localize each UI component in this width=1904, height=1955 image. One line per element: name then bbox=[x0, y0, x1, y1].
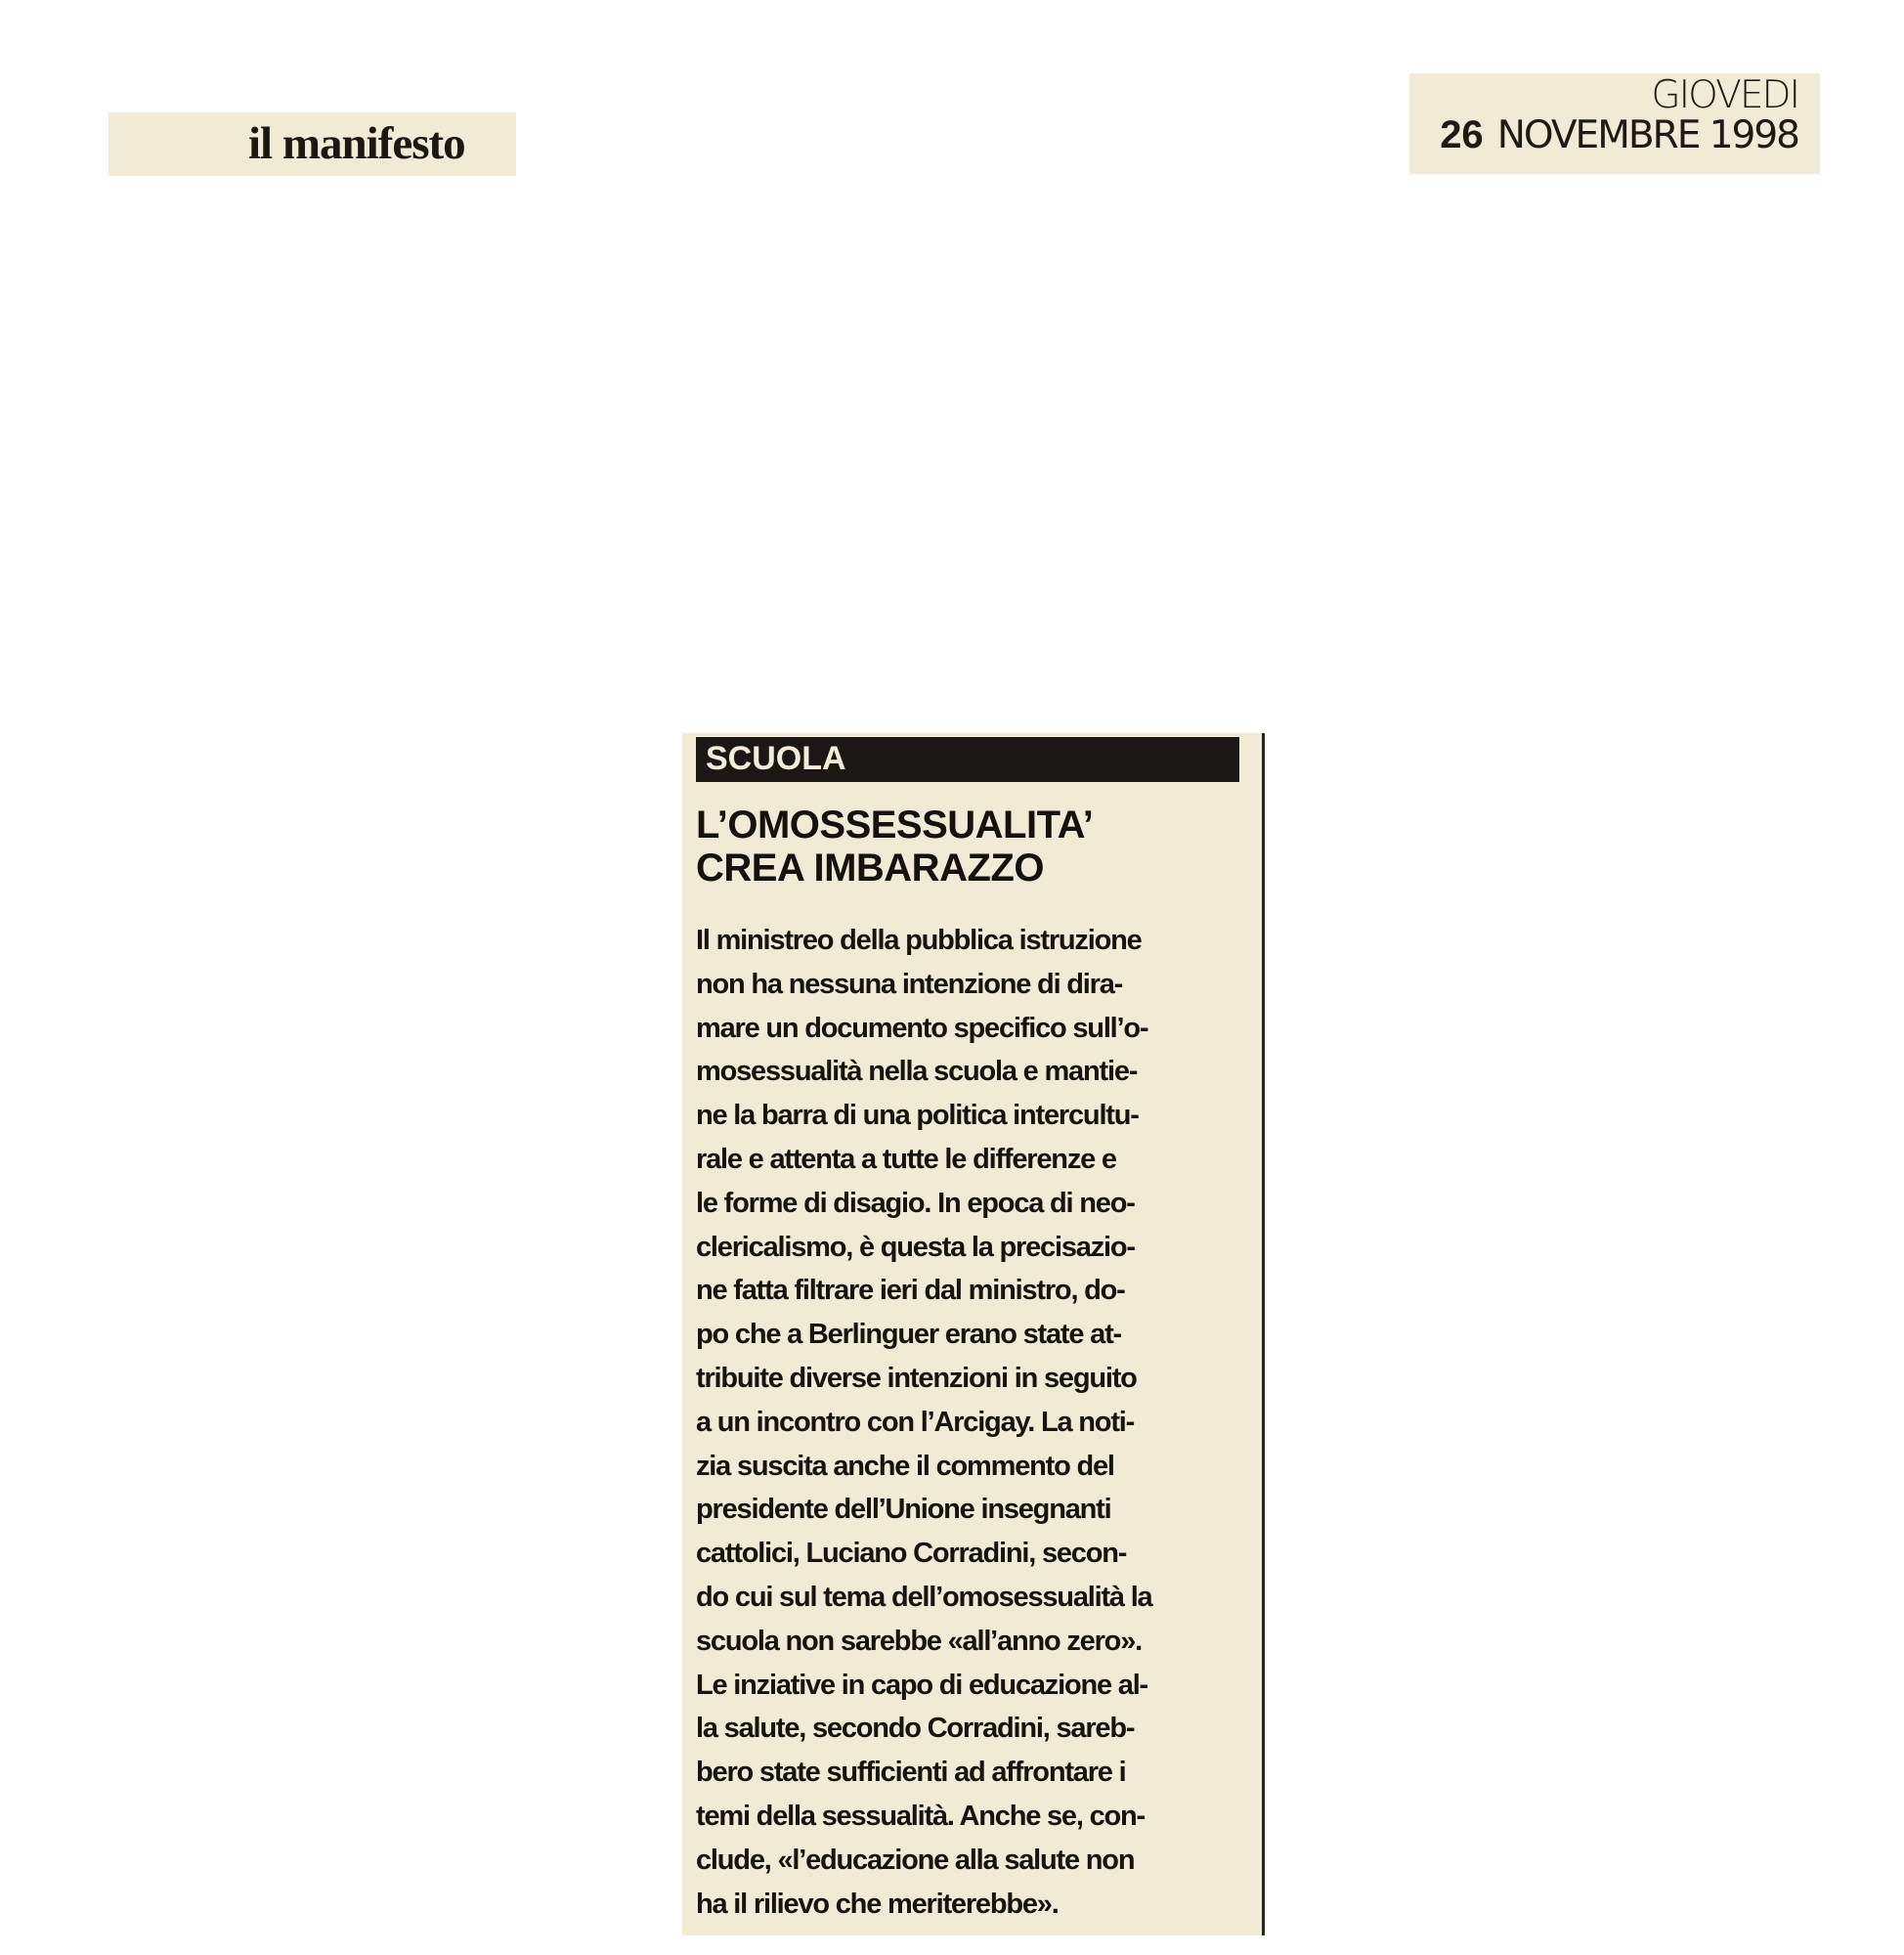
body-line: scuola non sarebbe «all’anno zero». bbox=[696, 1625, 1142, 1657]
date-month-year: NOVEMBRE 1998 bbox=[1496, 113, 1798, 157]
body-line: temi della sessualità. Anche se, con- bbox=[696, 1800, 1145, 1832]
date-row bbox=[1440, 113, 1798, 157]
body-line: la salute, secondo Corradini, sareb- bbox=[696, 1713, 1135, 1745]
body-line: a un incontro con l’Arcigay. La noti- bbox=[696, 1406, 1135, 1438]
headline-line: L’OMOSSESSUALITA’ bbox=[696, 804, 1094, 847]
date-clipping bbox=[1409, 73, 1820, 174]
body-line: do cui sul tema dell’omosessualità la bbox=[696, 1581, 1152, 1613]
body-line: ne fatta filtrare ieri dal ministro, do- bbox=[696, 1275, 1125, 1307]
article-clipping bbox=[682, 733, 1265, 1935]
date-day: 26 bbox=[1440, 113, 1484, 156]
body-line: tribuite diverse intenzioni in seguito bbox=[696, 1362, 1137, 1394]
body-line: zia suscita anche il commento del bbox=[696, 1450, 1114, 1482]
section-label: SCUOLA bbox=[706, 740, 846, 777]
body-line: cattolici, Luciano Corradini, secon- bbox=[696, 1538, 1127, 1570]
body-line: ne la barra di una politica intercultu- bbox=[696, 1100, 1139, 1132]
body-line: mare un documento specifico sull’o- bbox=[696, 1012, 1148, 1044]
body-line: bero state sufficienti ad affrontare i bbox=[696, 1757, 1126, 1789]
body-line: non ha nessuna intenzione di dira- bbox=[696, 968, 1123, 1000]
body-line: clericalismo, è questa la precisazio- bbox=[696, 1231, 1135, 1263]
headline-line: CREA IMBARAZZO bbox=[696, 847, 1044, 890]
section-bar bbox=[696, 737, 1239, 782]
article-headline bbox=[696, 804, 1243, 890]
body-line: presidente dell’Unione insegnanti bbox=[696, 1494, 1111, 1526]
article-body bbox=[696, 919, 1258, 1926]
body-line: po che a Berlinguer erano state at- bbox=[696, 1319, 1122, 1351]
body-line: Le inziative in capo di educazione al- bbox=[696, 1669, 1148, 1701]
body-line: Il ministreo della pubblica istruzione bbox=[696, 925, 1142, 956]
masthead-clipping bbox=[108, 112, 516, 176]
newspaper-name: il manifesto bbox=[248, 118, 465, 169]
body-line: rale e attenta a tutte le differenze e bbox=[696, 1143, 1116, 1175]
body-line: ha il rilievo che meriterebbe». bbox=[696, 1888, 1059, 1920]
body-line: clude, «l’educazione alla salute non bbox=[696, 1844, 1135, 1876]
body-line: mosessualità nella scuola e mantie- bbox=[696, 1056, 1138, 1088]
date-weekday: GIOVEDI bbox=[1651, 73, 1798, 117]
body-line: le forme di disagio. In epoca di neo- bbox=[696, 1187, 1135, 1219]
